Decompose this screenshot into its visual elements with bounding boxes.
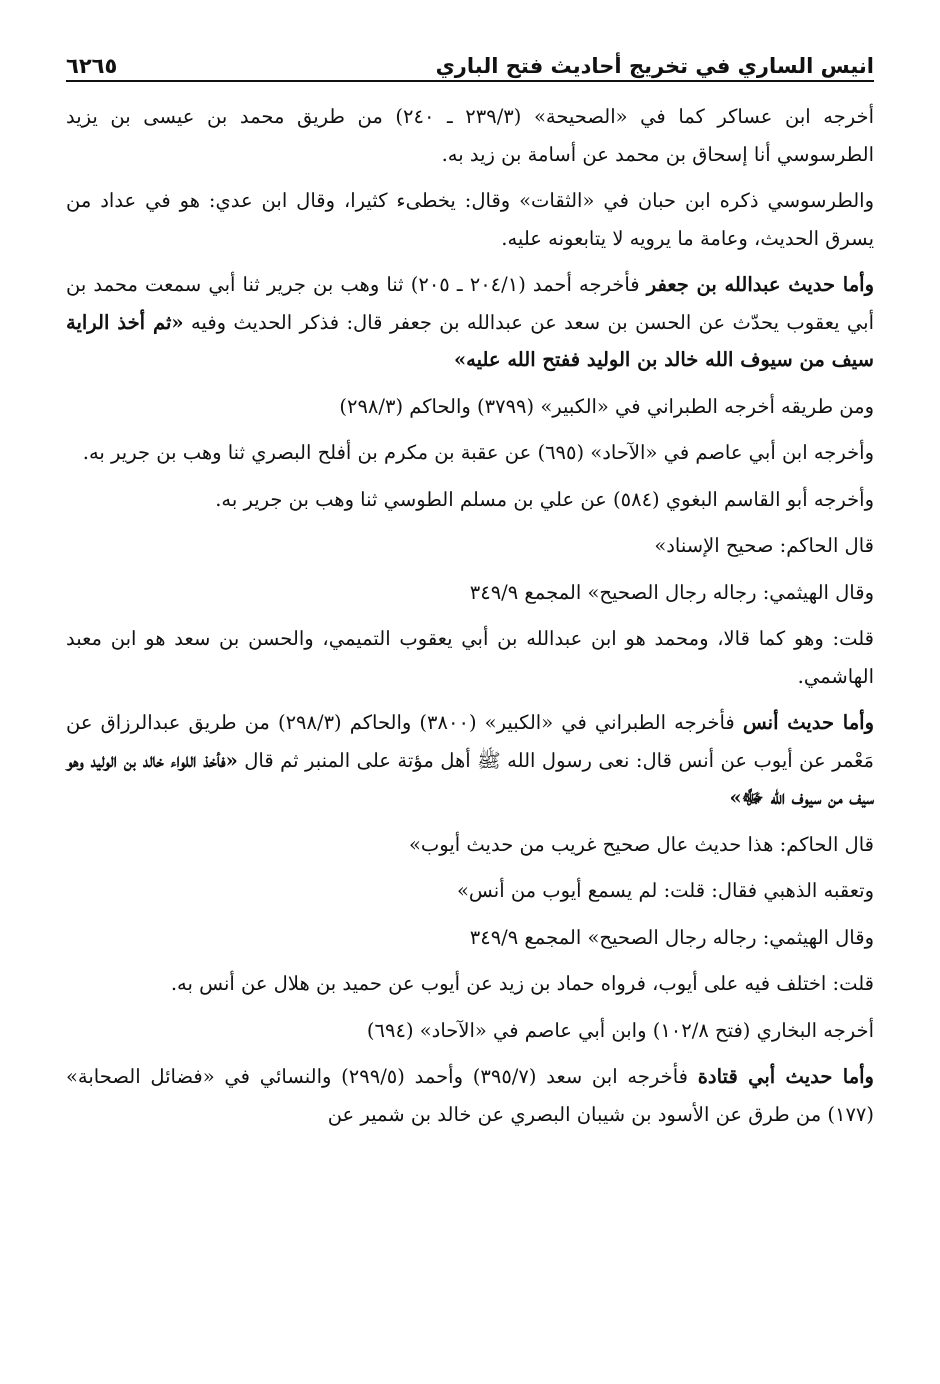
paragraph xyxy=(66,481,874,519)
body-text xyxy=(66,98,874,1142)
page-number: ٦٢٦٥ xyxy=(66,54,118,78)
paragraph xyxy=(66,704,874,817)
paragraph-quote: «فأخذ اللواء خالد بن الوليد وهو سيف من سيوف الله ﷻ» xyxy=(66,748,874,809)
paragraph xyxy=(66,872,874,910)
paragraph-lead: وأما حديث أنس xyxy=(742,711,874,734)
paragraph-text: والطرسوسي ذكره ابن حبان في «الثقات» وقال: يخطىء كثيرا، وقال ابن عدي: هو في عداد من يسرق الحديث، وعامة ما يرويه لا يتابعونه عليه. xyxy=(66,189,874,250)
book-title: انيس الساري في تخريج أحاديث فتح الباري xyxy=(435,54,874,78)
paragraph-text: فأخرجه ابن سعد (٣٩٥/٧) وأحمد (٢٩٩/٥) والنسائي في «فضائل الصحابة» (١٧٧) من طرق عن الأسود بن شيبان البصري عن خالد بن شمير عن xyxy=(66,1065,874,1126)
paragraph xyxy=(66,1012,874,1050)
paragraph xyxy=(66,1058,874,1133)
paragraph xyxy=(66,182,874,257)
paragraph-text: أخرجه ابن عساكر كما في «الصحيحة» (٢٣٩/٣ ـ ٢٤٠) من طريق محمد بن عيسى بن يزيد الطرسوسي أنا إسحاق بن محمد عن أسامة بن زيد به. xyxy=(66,105,874,166)
paragraph-text: وأخرجه ابن أبي عاصم في «الآحاد» (٦٩٥) عن عقبة بن مكرم بن أفلح البصري ثنا وهب بن جرير به. xyxy=(82,441,874,464)
paragraph-text: قال الحاكم: صحيح الإسناد» xyxy=(654,534,874,557)
paragraph xyxy=(66,826,874,864)
paragraph xyxy=(66,98,874,173)
running-header xyxy=(66,38,874,78)
paragraph-text: وقال الهيثمي: رجاله رجال الصحيح» المجمع ٣٤٩/٩ xyxy=(469,925,874,949)
paragraph-lead: وأما حديث عبدالله بن جعفر xyxy=(646,273,874,296)
paragraph-text: أخرجه البخاري (فتح ١٠٢/٨) وابن أبي عاصم في «الآحاد» (٦٩٤) xyxy=(366,1018,874,1042)
paragraph-text: قلت: وهو كما قالا، ومحمد هو ابن عبدالله بن أبي يعقوب التميمي، والحسن بن سعد هو ابن معبد الهاشمي. xyxy=(66,627,874,688)
header-rule xyxy=(66,80,874,82)
paragraph xyxy=(66,919,874,957)
paragraph-text: فأخرجه أحمد (٢٠٤/١ ـ ٢٠٥) ثنا وهب بن جرير ثنا أبي سمعت محمد بن أبي يعقوب يحدّث عن الحسن بن سعد عن عبدالله بن جعفر قال: فذكر الحديث وفيه xyxy=(66,273,875,334)
paragraph-lead: وأما حديث أبي قتادة xyxy=(697,1065,874,1088)
paragraph-text: قال الحاكم: هذا حديث عال صحيح غريب من حديث أيوب» xyxy=(409,832,874,856)
paragraph xyxy=(66,574,874,612)
paragraph-text: وأخرجه أبو القاسم البغوي (٥٨٤) عن علي بن مسلم الطوسي ثنا وهب بن جرير به. xyxy=(215,487,874,511)
paragraph xyxy=(66,434,874,472)
paragraph xyxy=(66,388,874,426)
paragraph xyxy=(66,965,874,1003)
paragraph xyxy=(66,620,874,695)
paragraph-quote: «ثم أخذ الراية سيف من سيوف الله خالد بن الوليد ففتح الله عليه» xyxy=(66,310,874,371)
paragraph-text: وتعقبه الذهبي فقال: قلت: لم يسمع أيوب من أنس» xyxy=(456,879,874,902)
paragraph-text: قلت: اختلف فيه على أيوب، فرواه حماد بن زيد عن أيوب عن حميد بن هلال عن أنس به. xyxy=(170,972,874,995)
paragraph xyxy=(66,266,874,379)
paragraph-text: ومن طريقه أخرجه الطبراني في «الكبير» (٣٧٩٩) والحاكم (٢٩٨/٣) xyxy=(339,394,874,418)
paragraph-text: فأخرجه الطبراني في «الكبير» (٣٨٠٠) والحاكم (٢٩٨/٣) من طريق عبدالرزاق عن مَعْمر عن أيوب عن أنس قال: نعى رسول الله ﷺ أهل مؤتة على المنبر ثم قال xyxy=(66,711,874,772)
paragraph xyxy=(66,527,874,565)
paragraph-text: وقال الهيثمي: رجاله رجال الصحيح» المجمع ٣٤٩/٩ xyxy=(469,580,874,604)
